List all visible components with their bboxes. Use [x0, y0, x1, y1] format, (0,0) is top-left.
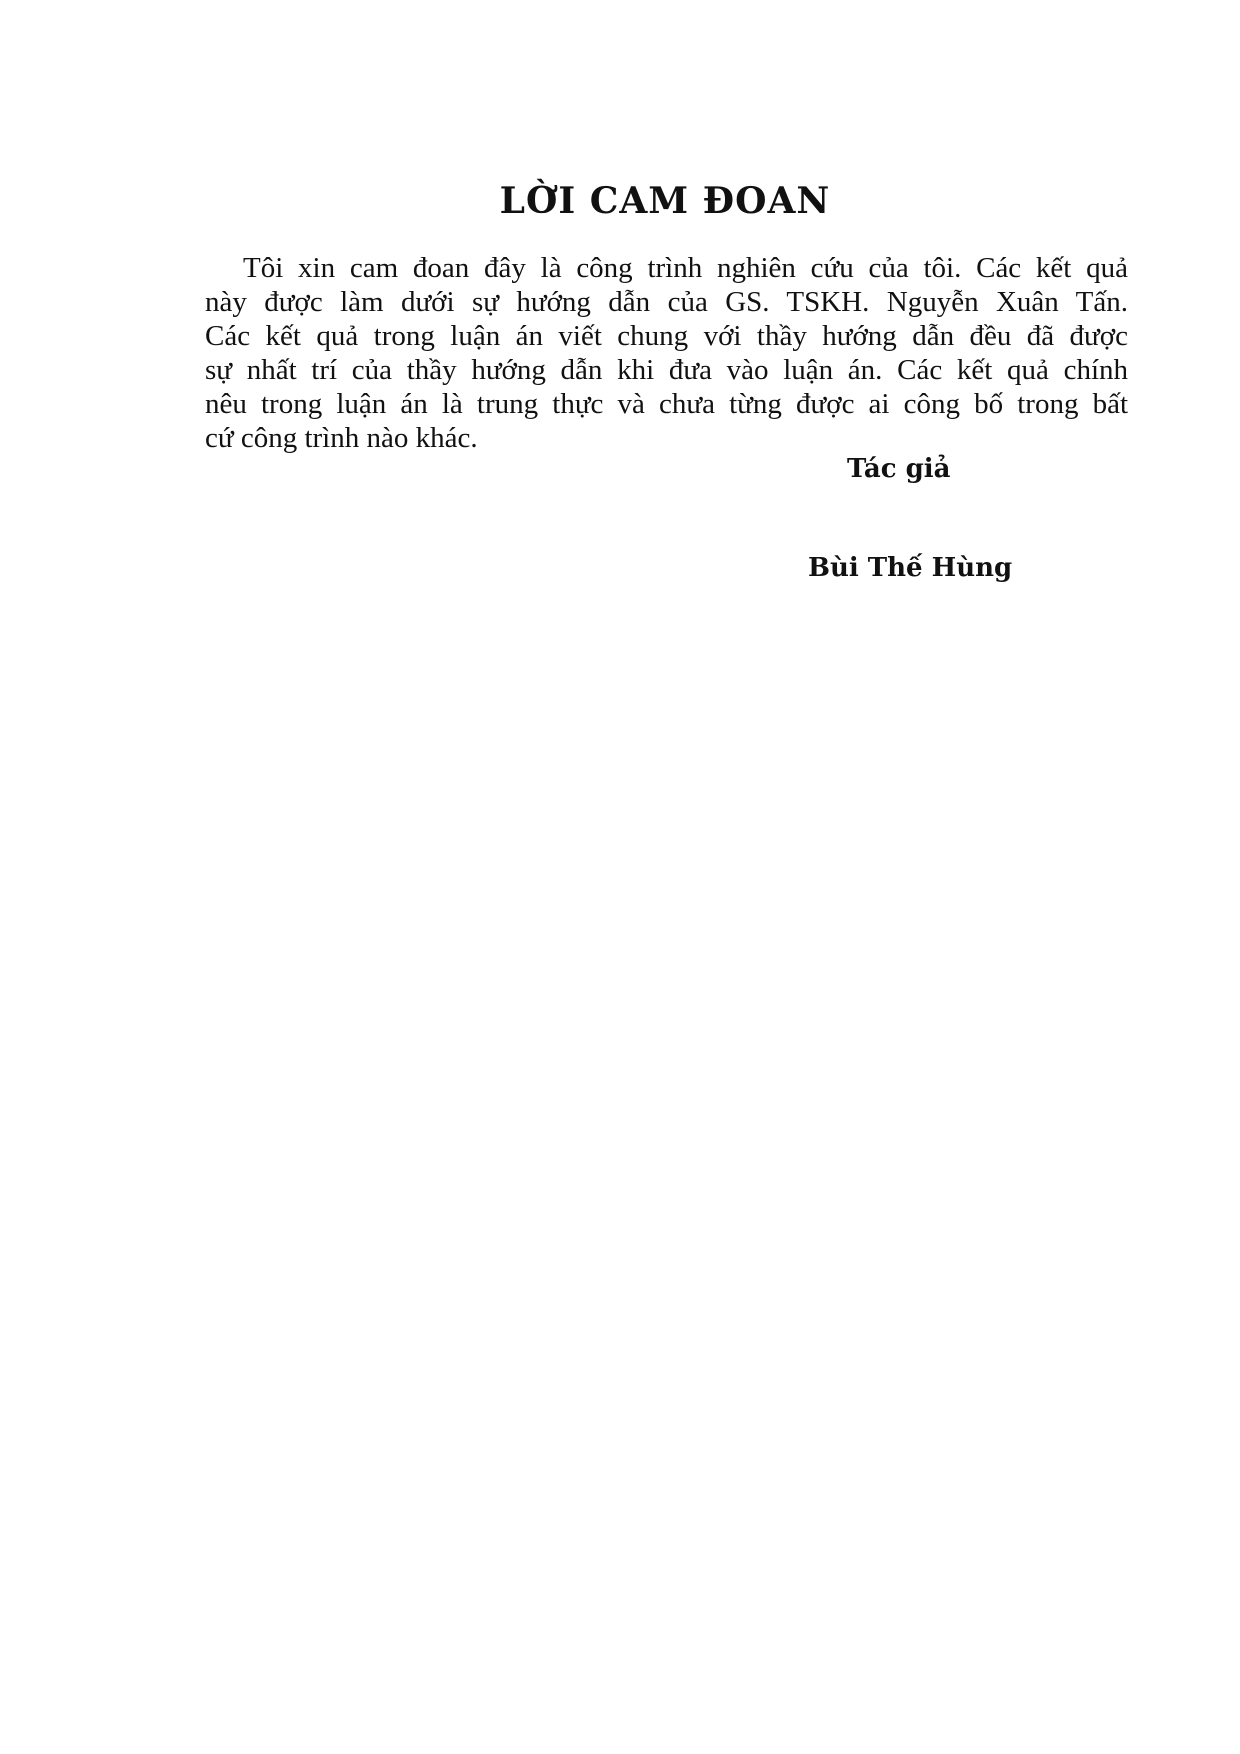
declaration-line-1: Tôi xin cam đoan đây là công trình nghiên cứu của tôi. Các kết quả — [243, 252, 1128, 284]
declaration-line-4: sự nhất trí của thầy hướng dẫn khi đưa vào luận án. Các kết quả chính — [205, 354, 1128, 386]
author-name: Bùi Thế Hùng — [808, 553, 1013, 583]
page-title: LỜI CAM ĐOAN — [499, 180, 831, 222]
declaration-line-2: này được làm dưới sự hướng dẫn của GS. TSKH. Nguyễn Xuân Tấn. — [205, 286, 1128, 318]
declaration-line-5: nêu trong luận án là trung thực và chưa từng được ai công bố trong bất — [205, 388, 1128, 420]
author-role: Tác giả — [847, 454, 951, 484]
declaration-line-6: cứ công trình nào khác. — [205, 422, 478, 454]
declaration-line-3: Các kết quả trong luận án viết chung với thầy hướng dẫn đều đã được — [205, 320, 1128, 352]
